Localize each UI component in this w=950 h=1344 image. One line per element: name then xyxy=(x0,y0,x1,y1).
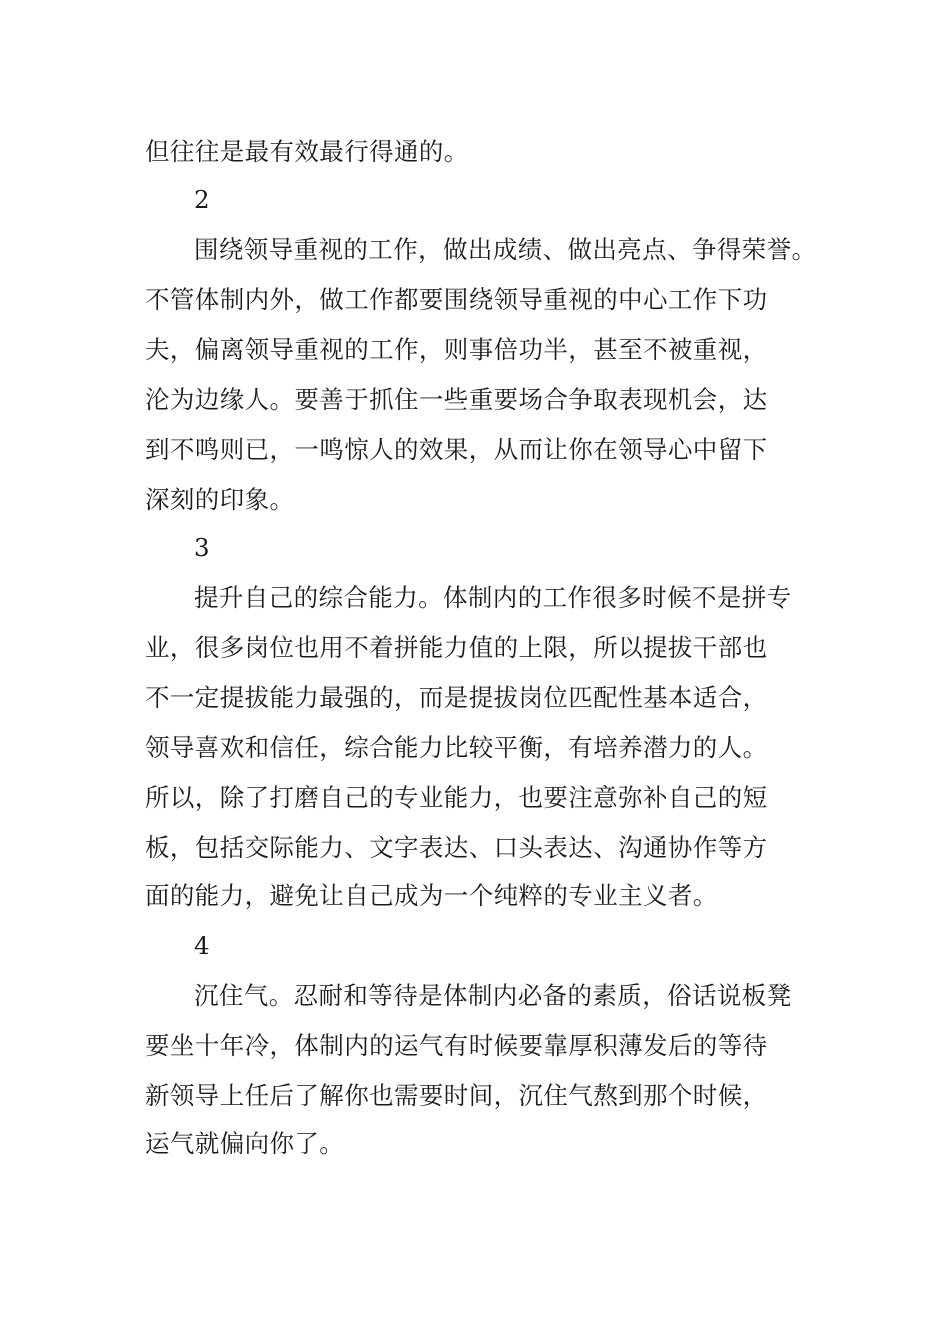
text-line: 但往往是最有效最行得通的。 xyxy=(145,137,469,166)
text-line: 不一定提拔能力最强的，而是提拔岗位匹配性基本适合， xyxy=(145,683,768,712)
text-line: 所以，除了打磨自己的专业能力，也要注意弥补自己的短 xyxy=(145,783,768,812)
paragraph-first-line: 沉住气。忍耐和等待是体制内必备的素质，俗话说板凳 xyxy=(194,981,792,1010)
section-number: 4 xyxy=(194,931,210,960)
text-line: 业，很多岗位也用不着拼能力值的上限，所以提拔干部也 xyxy=(145,633,768,662)
paragraph-first-line: 提升自己的综合能力。体制内的工作很多时候不是拼专 xyxy=(194,583,792,612)
paragraph-first-line: 围绕领导重视的工作，做出成绩、做出亮点、争得荣誉。 xyxy=(194,235,817,264)
text-line: 到不鸣则已，一鸣惊人的效果，从而让你在领导心中留下 xyxy=(145,435,768,464)
text-line: 板，包括交际能力、文字表达、口头表达、沟通协作等方 xyxy=(145,833,768,862)
text-line: 新领导上任后了解你也需要时间，沉住气熬到那个时候， xyxy=(145,1081,768,1110)
text-line: 不管体制内外，做工作都要围绕领导重视的中心工作下功 xyxy=(145,285,768,314)
text-line: 面的能力，避免让自己成为一个纯粹的专业主义者。 xyxy=(145,881,718,910)
text-line: 领导喜欢和信任，综合能力比较平衡，有培养潜力的人。 xyxy=(145,733,768,762)
text-line: 夫，偏离领导重视的工作，则事倍功半，甚至不被重视， xyxy=(145,335,768,364)
section-number: 3 xyxy=(194,533,210,562)
text-line: 深刻的印象。 xyxy=(145,485,295,514)
section-number: 2 xyxy=(194,185,210,214)
text-line: 要坐十年冷，体制内的运气有时候要靠厚积薄发后的等待 xyxy=(145,1031,768,1060)
text-line: 运气就偏向你了。 xyxy=(145,1129,345,1158)
text-line: 沦为边缘人。要善于抓住一些重要场合争取表现机会，达 xyxy=(145,385,768,414)
